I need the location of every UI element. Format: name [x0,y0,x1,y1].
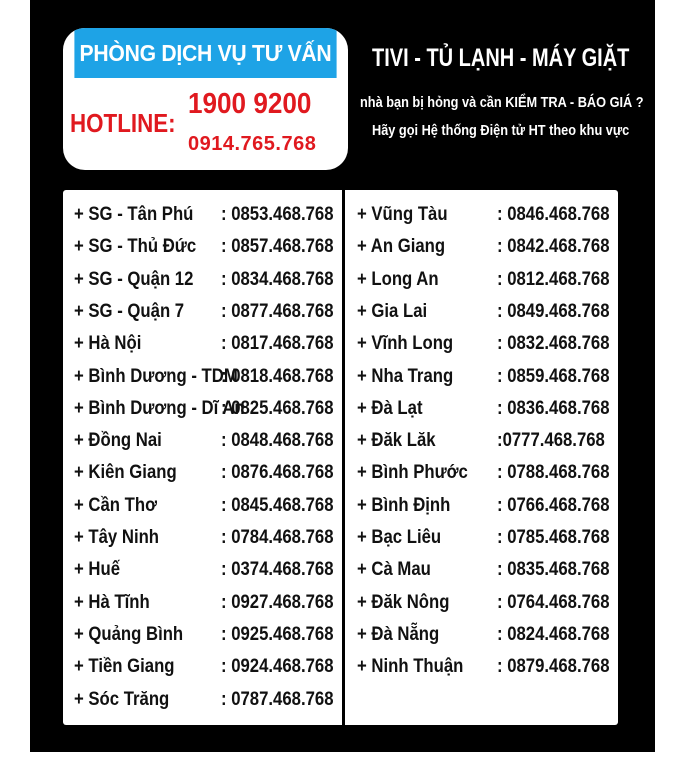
region-name: + Cần Thơ [74,494,157,516]
region-name: + Huế [74,559,121,581]
phone-number[interactable]: : 0784.468.768 [221,527,334,548]
region-name: + Đà Lạt [357,397,423,419]
phone-number[interactable]: : 0835.468.768 [497,559,610,581]
region-name: + Vũng Tàu [357,204,448,225]
contact-row [74,458,344,488]
contact-row [357,232,627,262]
hotline-main-number: 1900 9200 [188,88,312,120]
contact-row [357,588,627,618]
phone-number[interactable]: : 0766.468.768 [497,494,610,516]
region-name: + Đà Nẵng [357,623,440,645]
phone-number[interactable]: : 0818.468.768 [221,365,334,387]
contact-row [74,362,344,392]
region-name: + Vĩnh Long [357,333,454,355]
region-name: + An Giang [357,236,446,258]
contact-row [74,652,344,682]
phone-number[interactable]: : 0924.468.768 [221,656,334,678]
region-name: + Bình Dương - Dĩ An [74,397,245,419]
contact-row [357,555,627,585]
region-name: + Tây Ninh [74,527,160,548]
phone-number[interactable]: : 0785.468.768 [497,527,610,548]
region-name: + Bình Dương - TDM [74,365,238,387]
phone-number[interactable]: : 0834.468.768 [221,268,334,290]
phone-number[interactable]: : 0848.468.768 [221,430,334,452]
region-name: + Kiên Giang [74,462,177,484]
phone-number[interactable]: : 0853.468.768 [221,204,334,225]
region-name: + Ninh Thuận [357,656,464,678]
contact-row [74,265,344,295]
contact-row [357,620,627,650]
contact-row [357,523,627,553]
region-name: + Cà Mau [357,559,431,581]
phone-number[interactable]: : 0879.468.768 [497,656,610,678]
phone-number[interactable]: : 0824.468.768 [497,623,610,645]
phone-number[interactable]: : 0817.468.768 [221,333,334,355]
phone-number[interactable]: : 0846.468.768 [497,204,610,225]
contact-row [357,297,627,327]
contact-row [74,329,344,359]
contact-row [74,394,344,424]
contact-row [74,232,344,262]
contact-row [357,426,627,456]
hotline-alt-number: 0914.765.768 [188,133,317,155]
region-name: + Đăk Nông [357,591,450,613]
phone-number[interactable]: : 0825.468.768 [221,397,334,419]
consult-badge [63,28,348,170]
region-name: + Gia Lai [357,300,428,322]
phone-number[interactable]: : 0849.468.768 [497,300,610,322]
header-question: nhà bạn bị hỏng và cần KIỂM TRA - BÁO GIÁ ? [360,94,644,111]
header-title: TIVI - TỦ LẠNH - MÁY GIẶT [372,44,630,72]
contact-row [357,652,627,682]
region-name: + Đồng Nai [74,430,162,452]
phone-number[interactable]: : 0842.468.768 [497,236,610,258]
contact-row [357,362,627,392]
contact-row [357,200,627,230]
phone-number[interactable]: : 0374.468.768 [221,559,334,581]
contact-row [74,491,344,521]
region-name: + Đăk Lăk [357,430,436,452]
region-name: + Bạc Liêu [357,527,442,548]
phone-number[interactable]: : 0877.468.768 [221,300,334,322]
phone-number[interactable]: :0777.468.768 [497,430,605,452]
contact-row [74,620,344,650]
phone-number[interactable]: : 0925.468.768 [221,623,334,645]
region-name: + Bình Định [357,494,451,516]
header-cta: Hãy gọi Hệ thống Điện tử HT theo khu vực [372,122,630,139]
region-name: + SG - Tân Phú [74,204,194,225]
region-name: + Hà Tĩnh [74,591,150,613]
region-name: + SG - Thủ Đức [74,236,197,258]
region-name: + Hà Nội [74,333,142,355]
region-name: + Tiền Giang [74,656,175,678]
phone-number[interactable]: : 0836.468.768 [497,397,610,419]
contact-row [74,297,344,327]
contact-row [74,523,344,553]
phone-number[interactable]: : 0845.468.768 [221,494,334,516]
region-name: + Bình Phước [357,462,468,484]
phone-number[interactable]: : 0876.468.768 [221,462,334,484]
badge-title: PHÒNG DỊCH VỤ TƯ VẤN [74,28,336,78]
contact-row [74,555,344,585]
region-name: + Quảng Bình [74,623,184,645]
region-name: + Long An [357,268,439,290]
region-name: + Sóc Trăng [74,688,170,710]
contact-row [357,329,627,359]
contact-row [74,200,344,230]
phone-number[interactable]: : 0927.468.768 [221,591,334,613]
phone-number[interactable]: : 0788.468.768 [497,462,610,484]
contact-row [357,491,627,521]
phone-number[interactable]: : 0857.468.768 [221,236,334,258]
hotline-label: HOTLINE: [70,108,176,138]
contact-row [74,685,344,715]
contact-row [74,588,344,618]
region-name: + SG - Quận 7 [74,300,185,322]
phone-number[interactable]: : 0859.468.768 [497,365,610,387]
contact-row [74,426,344,456]
phone-number[interactable]: : 0764.468.768 [497,591,610,613]
phone-number[interactable]: : 0812.468.768 [497,268,610,290]
phone-number[interactable]: : 0832.468.768 [497,333,610,355]
region-name: + SG - Quận 12 [74,268,194,290]
phone-number[interactable]: : 0787.468.768 [221,688,334,710]
contact-row [357,394,627,424]
region-name: + Nha Trang [357,365,454,387]
contact-row [357,265,627,295]
contact-row [357,458,627,488]
